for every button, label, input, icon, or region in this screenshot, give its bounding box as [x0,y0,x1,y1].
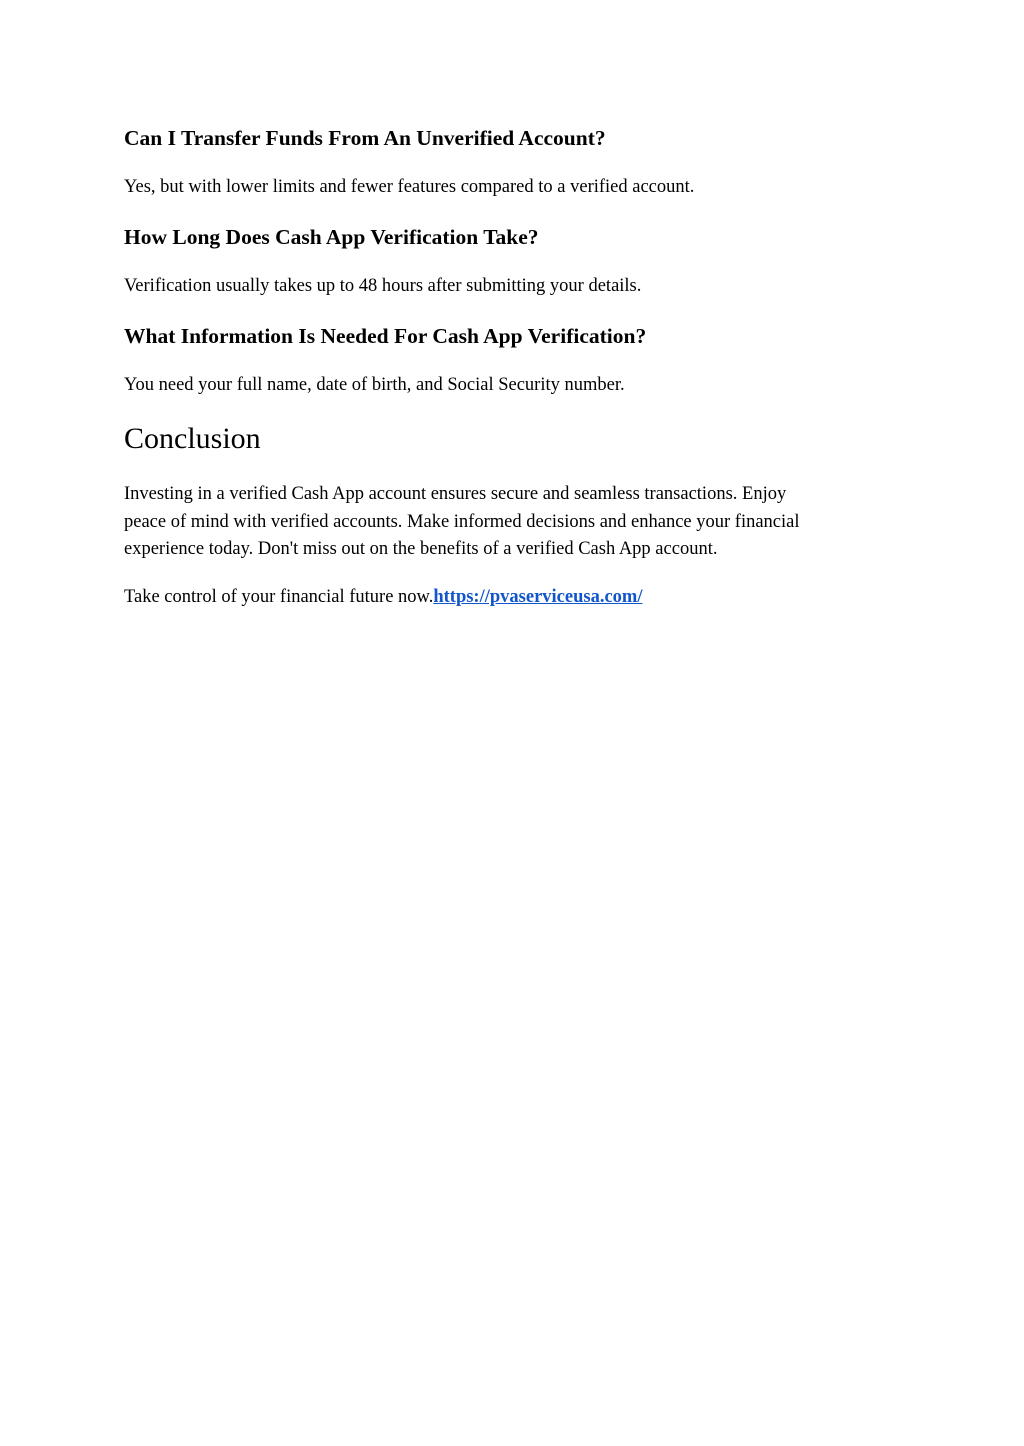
cta-text: Take control of your financial future now. [124,587,434,607]
cta-paragraph [124,584,904,612]
conclusion-line-1: Investing in a verified Cash App account ensures secure and seamless transactions. Enjoy [124,484,787,504]
faq-question-2: How Long Does Cash App Verification Take? [124,225,539,249]
conclusion-line-3: experience today. Don't miss out on the benefits of a verified Cash App account. [124,539,718,559]
faq-answer-2: Verification usually takes up to 48 hours after submitting your details. [124,276,642,296]
conclusion-heading: Conclusion [124,422,261,455]
conclusion-line-2: peace of mind with verified accounts. Make informed decisions and enhance your financial [124,511,800,532]
faq-answer-3: You need your full name, date of birth, and Social Security number. [124,375,625,395]
conclusion-paragraph [124,481,904,564]
website-link[interactable]: https://pvaserviceusa.com/ [433,587,643,607]
faq-question-1: Can I Transfer Funds From An Unverified Account? [124,126,606,150]
faq-answer-1: Yes, but with lower limits and fewer features compared to a verified account. [124,177,695,197]
faq-question-3: What Information Is Needed For Cash App Verification? [124,324,647,348]
